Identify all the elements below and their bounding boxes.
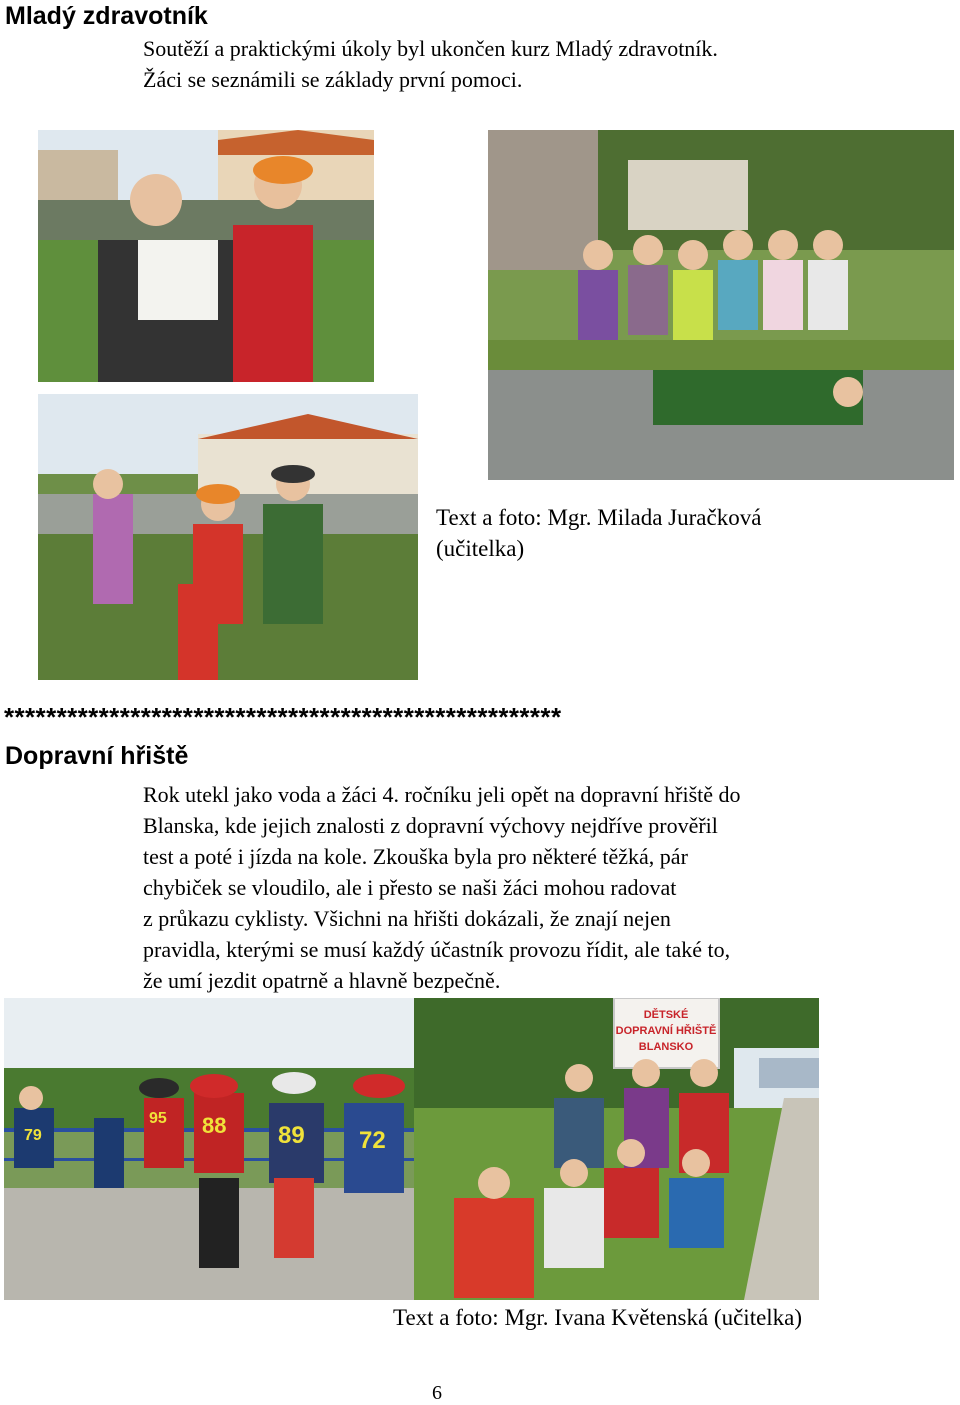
photo-credit-section1: [436, 502, 761, 564]
section2-paragraph: [143, 779, 741, 996]
jersey-number-95: 95: [149, 1110, 167, 1127]
page-number: 6: [432, 1382, 442, 1404]
jersey-number-72: 72: [359, 1127, 386, 1154]
photo-children-practicing: [38, 394, 418, 680]
photo-boys-bandaging: [38, 130, 374, 382]
paragraph-line: Rok utekl jako voda a žáci 4. ročníku jeli opět na dopravní hřiště do: [143, 782, 741, 807]
section-title-dopravni-hriste: Dopravní hřiště: [5, 742, 189, 770]
asterisk-separator: *****************************************************: [4, 702, 562, 732]
paragraph-line: pravidla, kterými se musí každý účastník provozu řídit, ale také to,: [143, 937, 731, 962]
jersey-number-88: 88: [202, 1113, 227, 1138]
paragraph-line: test a poté i jízda na kole. Zkouška byla pro některé těžká, pár: [143, 844, 688, 869]
photo-cyclists-helmets: [4, 998, 414, 1300]
section1-paragraph: [143, 33, 718, 95]
sign-line: BLANSKO: [638, 1041, 694, 1053]
paragraph-line: chybiček se vloudilo, ale i přesto se naši žáci mohou radovat: [143, 875, 677, 900]
credit-line: (učitelka): [436, 536, 525, 561]
jersey-number-89: 89: [278, 1122, 305, 1149]
photo-credit-section2: Text a foto: Mgr. Ivana Květenská (učitelka): [393, 1305, 803, 1330]
jersey-number-79: 79: [24, 1127, 42, 1144]
paragraph-line: že umí jezdit opatrně a hlavně bezpečně.: [143, 968, 501, 993]
paragraph-line: Žáci se seznámili se základy první pomoci.: [143, 67, 523, 92]
photo-group-by-sign: [414, 998, 819, 1300]
sign-line: DĚTSKÉ: [643, 1009, 689, 1021]
photo-group-on-bench: [488, 130, 954, 480]
paragraph-line: Blanska, kde jejich znalosti z dopravní výchovy nejdříve prověřil: [143, 813, 718, 838]
paragraph-line: z průkazu cyklisty. Všichni na hřišti dokázali, že znají nejen: [143, 906, 671, 931]
paragraph-line: Soutěží a praktickými úkoly byl ukončen kurz Mladý zdravotník.: [143, 36, 718, 61]
credit-line: Text a foto: Mgr. Milada Juračková: [436, 505, 762, 530]
section-title-mlady-zdravotnik: Mladý zdravotník: [5, 2, 208, 30]
sign-line: DOPRAVNÍ HŘIŠTĚ: [615, 1025, 717, 1037]
